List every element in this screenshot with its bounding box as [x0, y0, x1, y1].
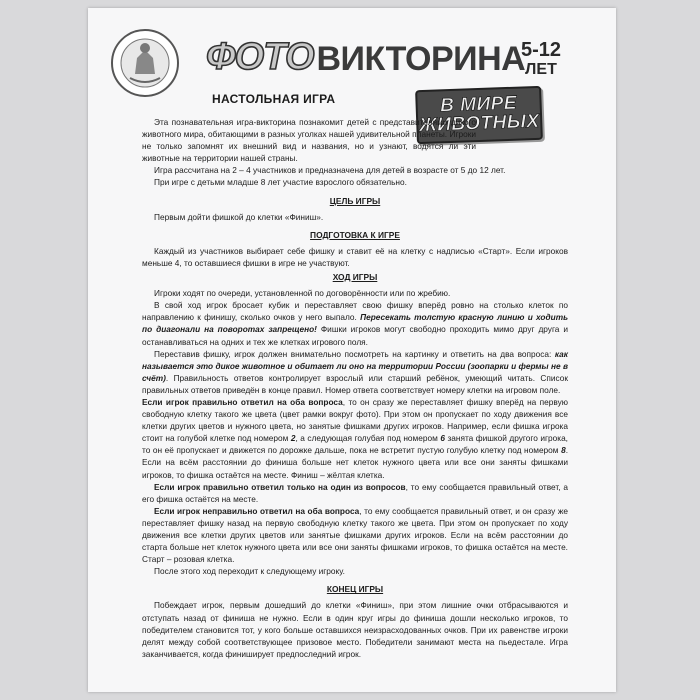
rules-sheet [88, 8, 616, 692]
age-label [521, 40, 561, 78]
end-text: Побеждает игрок, первым дошедший до клетки «Финиш», при этом лишние очки отбрасываются и отступать назад от финиша не нужно. Если в один круг игры до финиша дошли несколько игроков, то победителем становится тот, у кого больше оставшихся неизрасходованных очков. При их равенстве игроки делят между собой соответствующее призовое место. Победители занимают места на пьедестале. Игра заканчивается, когда финиширует предпоследний игрок. [142, 600, 568, 659]
move-p5 [142, 481, 568, 505]
title-viktorina: ВИКТОРИНА [316, 40, 526, 78]
move-p4-lead: Если игрок правильно ответил на оба вопроса [142, 396, 343, 407]
intro-players: Игра рассчитана на 2 – 4 участников и предназначена для детей в возрасте от 5 до 12 лет. [154, 165, 506, 176]
move-p4-text: , то он сразу же переставляет фишку вперёд на первую свободную клетку такого же цвета (цвет рамки вокруг фото). При этом он пропускает по ходу движения все клетки других цветов и нужного цвета, но занятые фишками других игроков. Например, если фишка игрока стоит на голубой клетке под номером [142, 396, 568, 444]
move-p4 [142, 396, 568, 481]
move-p3-questions: как называется это дикое животное и обитает ли оно на территории России (зоопарки и фермы не в счёт) [142, 348, 568, 383]
move-p2-text: В свой ход игрок бросает кубик и переставляет свою фишку вперёд ровно на столько клеток по направлению к финишу, сколько очков у него выпало. [142, 300, 568, 323]
intro-paragraph: Эта познавательная игра-викторина познакомит детей с представителями дикого животного мира, обитающими в разных уголках нашей удивительной планеты. Игроки не только запомнят их внешний вид и названия, но и узнают, водятся ли эти животные на территории нашей страны. [142, 117, 476, 164]
move-p3-text-end: . Правильность ответов контролирует взрослый или старший ребёнок, умеющий читать. Список правильных ответов приведён в конце правил. Номер ответа соответствует номеру клетки на игровом поле. [142, 372, 568, 395]
move-p1: Игроки ходят по очереди, установленной по договорённости или по жребию. [154, 288, 451, 299]
move-p4-text-4: . Если на всём расстоянии до финиша больше нет клеток нужного цвета или все они заняты фишками игроков, то фишка остаётся на месте. Финиш – жёлтая клетка. [142, 445, 568, 480]
move-p7: После этого ход переходит к следующему игроку. [154, 566, 345, 577]
age-range: 5-12 [521, 39, 562, 61]
prep-heading: ПОДГОТОВКА К ИГРЕ [310, 229, 400, 240]
move-p5-text: , то ему сообщается правильный ответ, а его фишка остаётся на месте. [142, 481, 568, 504]
badge-line-2: ЖИВОТНЫХ [418, 110, 540, 137]
goal-text: Первым дойти фишкой до клетки «Финиш». [154, 211, 324, 222]
rules-text [142, 116, 568, 660]
prep-text: Каждый из участников выбирает себе фишку и ставит её на клетку с надписью «Старт». Если игроков меньше 4, то оставшиеся фишки в игре не участвуют. [142, 245, 568, 268]
age-unit: ЛЕТ [525, 61, 557, 78]
move-p4-text-3: занята фишкой другого игрока, то он её пропускает и движется по дорожке дальше, пока не встретит пустую голубую клетку под номером [142, 433, 568, 456]
move-p6 [142, 505, 568, 565]
move-p4-num-6: 6 [440, 433, 445, 444]
title-foto: ФОТО [206, 36, 314, 78]
move-p2-warning: Пересекать толстую красную линию и ходить по диагонали на поворотах запрещено! [142, 312, 568, 335]
move-p3 [142, 348, 568, 396]
badge-line-1: В МИРЕ [439, 92, 518, 117]
intro-adult: При игре с детьми младше 8 лет участие взрослого обязательно. [154, 177, 407, 188]
move-p2 [142, 299, 568, 347]
goal-heading: ЦЕЛЬ ИГРЫ [329, 195, 381, 206]
move-p4-text-2: , а следующая голубая под номером [295, 433, 441, 444]
game-title [206, 38, 525, 76]
publisher-logo [110, 28, 180, 98]
move-p6-text: , то ему сообщается правильный ответ, и он сразу же переставляет фишку назад на первую свободную клетку такого же цвета. При этом он пропускает по ходу движения все клетки других цветов или занятые фишками других игроков. Если на всём расстоянии до старта больше нет клеток нужного цвета или все они заняты фишками игроков, то фишка остаётся на месте. Старт – розовая клетка. [142, 505, 568, 565]
move-p6-lead: Если игрок неправильно ответил на оба вопроса [154, 505, 360, 516]
move-p4-num-2: 2 [290, 433, 296, 444]
move-p2-text-end: Фишки игроков могут свободно проходить мимо друг друга и останавливаться на одних и тех же клетках игрового поля. [142, 324, 568, 347]
move-p4-num-8: 8 [561, 445, 566, 456]
move-heading: ХОД ИГРЫ [332, 272, 378, 283]
end-heading: КОНЕЦ ИГРЫ [326, 584, 384, 595]
move-p3-text: Переставив фишку, игрок должен внимательно посмотреть на картинку и ответить на два вопроса: [154, 348, 555, 359]
move-p5-lead: Если игрок правильно ответил только на один из вопросов [154, 481, 406, 492]
subtitle: НАСТОЛЬНАЯ ИГРА [212, 92, 336, 106]
